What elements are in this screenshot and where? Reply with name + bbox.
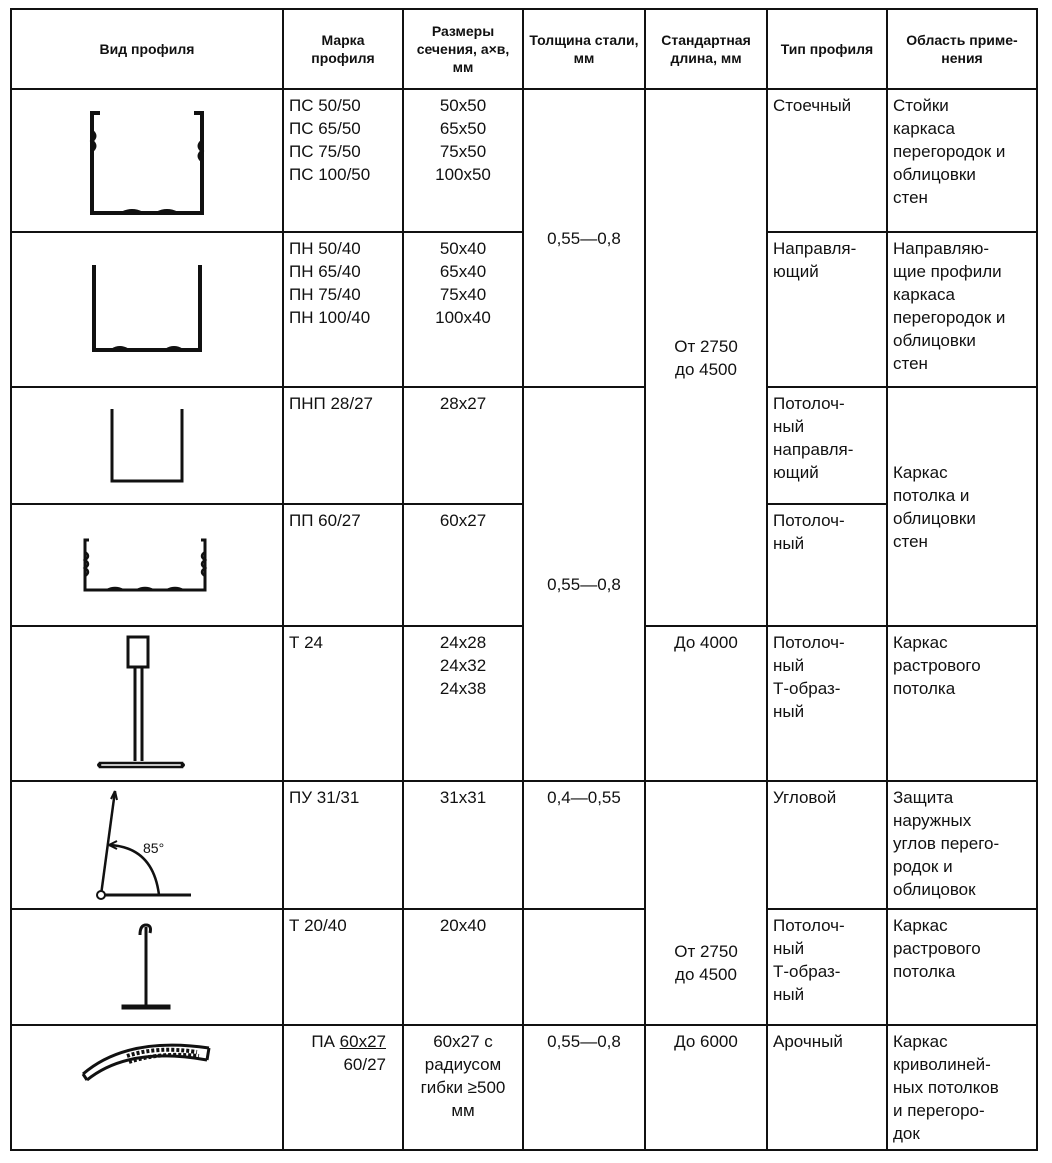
header-area: Область применения: [887, 9, 1037, 89]
size: 60x27 с: [433, 1032, 493, 1051]
t20-sizes: [403, 909, 523, 1025]
area-line: Каркас: [893, 462, 948, 482]
mark: ПС 50/50: [289, 96, 361, 115]
angle-label: 85°: [143, 840, 165, 856]
mark: ПС 100/50: [289, 165, 371, 184]
type-line: Потолоч-: [773, 916, 845, 935]
pu-corner-profile-icon: [11, 781, 283, 909]
mark-denominator: 60/27: [343, 1055, 386, 1074]
header-mark: Марка профиля: [283, 9, 403, 89]
area-line: перегородок и: [893, 308, 1006, 327]
pu-marks: [283, 781, 403, 909]
header-size: Размеры сечения, а×в, мм: [403, 9, 523, 89]
mark-prefix: ПА: [311, 1032, 335, 1051]
length-value: До 6000: [674, 1032, 738, 1051]
length-cell-top: [645, 89, 767, 626]
mark: ПН 75/40: [289, 285, 361, 304]
size: 75x40: [439, 285, 487, 304]
t24-marks: [283, 626, 403, 781]
t20-thickness-empty: [523, 909, 645, 1025]
area-line: облицовки: [893, 165, 976, 184]
ceiling-area-cell: [887, 387, 1037, 626]
pp-ceiling-profile-icon: [11, 504, 283, 626]
type-line: ный: [773, 534, 805, 553]
mark: ПУ 31/31: [289, 788, 360, 807]
area-line: перегородок и: [893, 142, 1006, 161]
pa-type: [767, 1025, 887, 1150]
table-row: [11, 387, 1037, 504]
thickness-cell-top: [523, 89, 645, 387]
area-line: Каркас: [893, 916, 948, 935]
pnp-sizes: [403, 387, 523, 504]
length-cell-bottom: [645, 781, 767, 1025]
ps-sizes: [403, 89, 523, 232]
area-line: стен: [893, 531, 928, 551]
size: 75x50: [439, 142, 487, 161]
size: 20x40: [439, 916, 487, 935]
size: 60x27: [439, 511, 487, 530]
t24-length: [645, 626, 767, 781]
area-line: облицовок: [893, 880, 976, 899]
area-line: облицовки: [893, 331, 976, 350]
pa-thickness: [523, 1025, 645, 1150]
type-value: Арочный: [773, 1032, 843, 1051]
type-value: Угловой: [773, 788, 837, 807]
area-line: растрового: [893, 656, 981, 675]
size: радиусом: [424, 1055, 502, 1074]
area-line: углов перего-: [893, 834, 1000, 853]
area-line: потолка: [893, 962, 956, 981]
type-value: Стоечный: [773, 96, 852, 115]
length-value: От 2750: [674, 942, 738, 961]
t24-profile-icon: [11, 626, 283, 781]
area-line: Стойки: [893, 96, 949, 115]
header-thickness: Толщина стали, мм: [523, 9, 645, 89]
size: 100x40: [435, 308, 491, 327]
size: гибки ≥500: [420, 1078, 506, 1097]
pnp-marks: [283, 387, 403, 504]
type-line: ный: [773, 417, 805, 436]
size: 50x50: [439, 96, 487, 115]
area-line: Защита: [893, 788, 954, 807]
area-line: каркаса: [893, 119, 955, 138]
pp-marks: [283, 504, 403, 626]
mark: ПП 60/27: [289, 511, 361, 530]
area-line: криволиней-: [893, 1055, 991, 1074]
pu-sizes: [403, 781, 523, 909]
type-line: направля-: [773, 440, 854, 459]
t20-area: [887, 909, 1037, 1025]
area-line: наружных: [893, 811, 972, 830]
thickness-value: 0,55—0,8: [547, 1032, 621, 1051]
area-line: потолка: [893, 679, 956, 698]
t24-type: [767, 626, 887, 781]
ps-area: [887, 89, 1037, 232]
type-line: Т-образ-: [773, 962, 841, 981]
size: 65x40: [439, 262, 487, 281]
header-view: Вид профиля: [11, 9, 283, 89]
type-line: ющий: [773, 463, 819, 482]
mark: ПН 50/40: [289, 239, 361, 258]
size: мм: [451, 1101, 475, 1120]
area-line: стен: [893, 354, 928, 373]
pn-type: [767, 232, 887, 387]
length-value: до 4500: [675, 359, 737, 379]
pa-sizes: [403, 1025, 523, 1150]
type-line: ный: [773, 985, 805, 1004]
pu-area: [887, 781, 1037, 909]
table-row: [11, 1025, 1037, 1150]
size: 50x40: [439, 239, 487, 258]
pa-area: [887, 1025, 1037, 1150]
thickness-value: 0,55—0,8: [547, 228, 621, 248]
size: 31x31: [439, 788, 487, 807]
table-row: [11, 89, 1037, 232]
ps-marks: [283, 89, 403, 232]
area-line: Каркас: [893, 1032, 948, 1051]
pn-area: [887, 232, 1037, 387]
pu-type: [767, 781, 887, 909]
area-line: облицовки: [893, 508, 976, 528]
thickness-value: 0,55—0,8: [547, 574, 621, 594]
ps-stud-profile-icon: [11, 89, 283, 232]
area-line: Каркас: [893, 633, 948, 652]
pa-marks: [283, 1025, 403, 1150]
t20-profile-icon: [11, 909, 283, 1025]
length-value: до 4500: [675, 965, 737, 984]
mark: ПН 100/40: [289, 308, 371, 327]
mark: Т 20/40: [289, 916, 347, 935]
header-length: Стандартная длина, мм: [645, 9, 767, 89]
mark: ПН 65/40: [289, 262, 361, 281]
length-value: До 4000: [674, 633, 738, 652]
area-line: потолка и: [893, 485, 970, 505]
area-line: ных потолков: [893, 1078, 999, 1097]
type-line: Потолоч-: [773, 511, 845, 530]
size: 100x50: [435, 165, 491, 184]
size: 24x32: [439, 656, 487, 675]
pn-marks: [283, 232, 403, 387]
table-row: [11, 909, 1037, 1025]
t24-sizes: [403, 626, 523, 781]
area-line: док: [893, 1124, 920, 1143]
mark: ПС 65/50: [289, 119, 361, 138]
type-line: ный: [773, 702, 805, 721]
area-line: стен: [893, 188, 928, 207]
area-line: и перегоро-: [893, 1101, 985, 1120]
pn-guide-profile-icon: [11, 232, 283, 387]
thickness-cell-middle: [523, 387, 645, 781]
t24-area: [887, 626, 1037, 781]
area-line: растрового: [893, 939, 981, 958]
type-line: ющий: [773, 262, 819, 281]
size: 24x38: [439, 679, 487, 698]
mark-numerator: 60x27: [339, 1032, 386, 1051]
area-line: каркаса: [893, 285, 955, 304]
type-line: ный: [773, 656, 805, 675]
type-line: ный: [773, 939, 805, 958]
area-line: родок и: [893, 857, 953, 876]
profiles-table: [10, 8, 1038, 1151]
header-type: Тип профиля: [767, 9, 887, 89]
size: 24x28: [439, 633, 487, 652]
header-row: [11, 9, 1037, 89]
pnp-ceiling-guide-profile-icon: [11, 387, 283, 504]
size: 28x27: [439, 394, 487, 413]
mark: ПНП 28/27: [289, 394, 373, 413]
area-line: щие профили: [893, 262, 1002, 281]
pp-sizes: [403, 504, 523, 626]
type-line: Направля-: [773, 239, 857, 258]
size: 65x50: [439, 119, 487, 138]
t20-marks: [283, 909, 403, 1025]
ps-type: [767, 89, 887, 232]
area-line: Направляю-: [893, 239, 990, 258]
pp-type: [767, 504, 887, 626]
pu-thickness: [523, 781, 645, 909]
length-value: От 2750: [674, 336, 738, 356]
thickness-value: 0,4—0,55: [547, 788, 621, 807]
pa-length: [645, 1025, 767, 1150]
pn-sizes: [403, 232, 523, 387]
pnp-type: [767, 387, 887, 504]
t20-type: [767, 909, 887, 1025]
type-line: Т-образ-: [773, 679, 841, 698]
mark: Т 24: [289, 633, 324, 652]
pa-arched-profile-icon: [11, 1025, 283, 1150]
table-row: [11, 781, 1037, 909]
type-line: Потолоч-: [773, 633, 845, 652]
mark: ПС 75/50: [289, 142, 361, 161]
type-line: Потолоч-: [773, 394, 845, 413]
